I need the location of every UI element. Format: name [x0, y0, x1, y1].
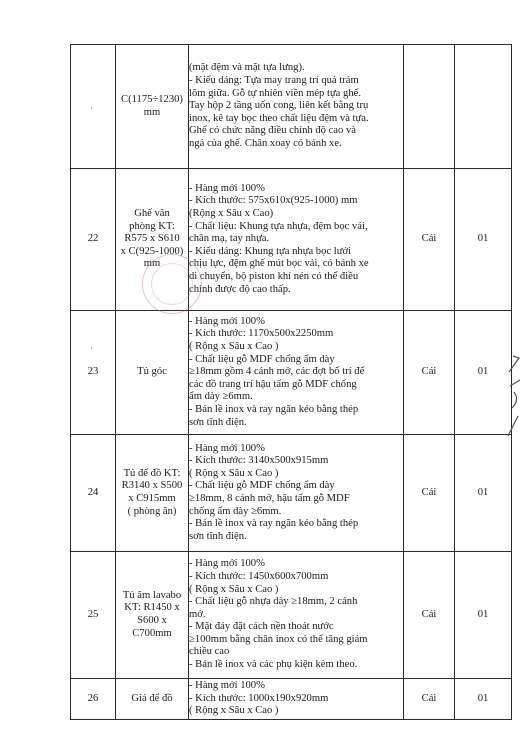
description-line: inox, kê tay bọc theo chất liệu đệm và tựa. — [189, 112, 369, 124]
item-name — [116, 435, 189, 552]
table-body — [71, 45, 512, 720]
item-unit — [404, 45, 455, 169]
item-unit — [404, 552, 455, 679]
item-name-line: mm — [143, 106, 161, 118]
table-row — [71, 45, 512, 169]
table-row — [71, 435, 512, 552]
description-line: - Kích thước: 3140x500x915mm — [189, 455, 329, 467]
margin-mark: · — [90, 103, 93, 113]
item-name-line: x C(925-1000) — [120, 245, 184, 257]
description-line: - Kích thước: 575x610x(925-1000) mm — [189, 195, 358, 207]
quantity-text: 01 — [477, 486, 489, 498]
table-row — [71, 679, 512, 720]
item-name-line: Tủ để đồ KT: — [123, 467, 181, 479]
item-number-text: 22 — [87, 233, 99, 245]
description-line: di chuyển, bộ piston khí nén có thể điều — [189, 270, 359, 282]
item-quantity — [455, 679, 512, 720]
table-row — [71, 169, 512, 311]
item-description — [189, 45, 404, 169]
item-unit — [404, 169, 455, 311]
item-number — [71, 679, 116, 720]
unit-text: Cái — [421, 233, 437, 245]
item-number — [71, 311, 116, 435]
item-quantity — [455, 435, 512, 552]
item-name-line: phòng KT: — [129, 220, 175, 232]
item-name-line: Ghế văn — [134, 208, 170, 220]
unit-text: Cái — [421, 608, 437, 620]
item-quantity — [455, 169, 512, 311]
item-name — [116, 45, 189, 169]
item-unit — [404, 435, 455, 552]
description-line: các đồ trang trí hậu tấm gỗ MDF chống — [189, 378, 357, 390]
item-description — [189, 679, 404, 720]
description-line: mở. — [189, 608, 206, 620]
description-line: ( Rộng x Sâu x Cao ) — [189, 583, 279, 595]
description-line: - Hàng mới 100% — [189, 558, 265, 570]
description-line: - Kiểu dáng: Tựa may trang trí quả trám — [189, 75, 359, 87]
unit-text: Cái — [421, 692, 437, 704]
item-description — [189, 311, 404, 435]
description-line: - Kích thước: 1170x500x2250mm — [189, 328, 334, 340]
quantity-text: 01 — [477, 608, 489, 620]
description-line: - Hàng mới 100% — [189, 442, 265, 454]
description-line: - Bản lề inox và ray ngăn kéo bằng thép — [189, 403, 359, 415]
description-line: - Chất liệu gỗ MDF chống ẩm dày — [189, 353, 335, 365]
description-line: Ghế có chức năng điều chỉnh độ cao và — [189, 125, 356, 137]
description-line: chịu lực, đệm ghế mút bọc vải, có bánh xe — [189, 258, 369, 270]
item-unit — [404, 679, 455, 720]
description-line: - Kích thước: 1000x190x920mm — [189, 692, 329, 704]
description-line: chiều cao — [189, 646, 230, 658]
item-name — [116, 311, 189, 435]
item-name — [116, 679, 189, 720]
item-name-line: C(1175÷1230) — [121, 93, 183, 105]
description-line: ≥18mm gồm 4 cánh mở, các đợt bố trí để — [189, 366, 365, 378]
description-line: - Chất liệu: Khung tựa nhựa, đệm bọc vải, — [189, 220, 368, 232]
item-description — [189, 169, 404, 311]
description-line: - Hàng mới 100% — [189, 315, 265, 327]
description-line: (mặt đệm và mặt tựa lưng). — [189, 62, 305, 74]
description-line: - Hàng mới 100% — [189, 182, 265, 194]
furniture-spec-table — [70, 44, 512, 720]
description-line: - Hàng mới 100% — [189, 680, 265, 692]
description-line: ngả của ghế. Chân xoay có bánh xe. — [189, 137, 342, 149]
margin-mark: · — [90, 343, 93, 353]
item-number-text: 25 — [87, 608, 99, 620]
description-line: ≥100mm bằng chân inox có thể tăng giảm — [189, 633, 368, 645]
initials-mark — [504, 350, 526, 440]
unit-text: Cái — [421, 486, 437, 498]
description-line: lõm giữa. Gỗ tự nhiên viền mép tựa ghế. — [189, 87, 361, 99]
description-line: sơn tĩnh điện. — [189, 530, 247, 542]
item-number — [71, 435, 116, 552]
description-line: chân mạ, tay nhựa. — [189, 233, 270, 245]
item-description — [189, 552, 404, 679]
item-name-line: mm — [143, 258, 161, 270]
item-name-line: R3140 x S500 — [121, 480, 183, 492]
item-name-line: Tủ góc — [137, 366, 167, 378]
faded-stamp — [142, 254, 202, 314]
description-line: ≥18mm, 8 cánh mở, hậu tấm gỗ MDF — [189, 493, 350, 504]
description-line: ( Rộng x Sâu x Cao ) — [189, 705, 279, 717]
description-line: (Rộng x Sâu x Cao) — [189, 208, 274, 220]
item-number-text: 23 — [87, 366, 99, 378]
item-name-line: Tủ âm lavabo — [122, 589, 182, 601]
item-unit — [404, 311, 455, 435]
item-name-line: S600 x — [137, 615, 167, 626]
item-name — [116, 552, 189, 679]
item-name-line: R575 x S610 — [124, 233, 180, 245]
description-line: - Bản lề inox và ray ngăn kéo bằng thép — [189, 518, 359, 530]
item-quantity — [455, 552, 512, 679]
item-quantity — [455, 45, 512, 169]
item-number — [71, 45, 116, 169]
item-name-line: Giá để đồ — [131, 692, 173, 704]
description-line: chống ẩm dày ≥6mm. — [189, 505, 282, 517]
item-number-text: 26 — [87, 692, 99, 704]
item-quantity — [455, 311, 512, 435]
item-name-line: ( phòng ăn) — [127, 505, 177, 517]
item-name-line: x C915mm — [128, 493, 176, 504]
description-line: - Kiểu dáng: Khung tựa nhựa bọc lưới — [189, 245, 351, 257]
description-line: ( Rộng x Sâu x Cao ) — [189, 467, 279, 479]
description-line: Tay hộp 2 tầng uốn cong, liên kết bằng trụ — [189, 100, 369, 112]
item-description — [189, 435, 404, 552]
quantity-text: 01 — [477, 692, 489, 704]
table-row — [71, 311, 512, 435]
description-line: - Chất liệu gỗ nhựa dày ≥18mm, 2 cánh — [189, 596, 358, 608]
description-line: - Bản lề inox và các phụ kiện kèm theo. — [189, 659, 358, 671]
quantity-text: 01 — [477, 233, 489, 245]
item-number — [71, 552, 116, 679]
description-line: ( Rộng x Sâu x Cao ) — [189, 341, 279, 353]
description-line: ẩm dày ≥6mm. — [189, 391, 253, 403]
item-number-text: 24 — [87, 486, 99, 498]
description-line: chỉnh được độ cao thấp. — [189, 283, 291, 295]
table-row — [71, 552, 512, 679]
description-line: - Kích thước: 1450x600x700mm — [189, 570, 329, 582]
item-name-line: C700mm — [132, 627, 172, 639]
quantity-text: 01 — [477, 366, 489, 378]
description-line: - Mặt đáy đặt cách nền thoát nước — [189, 621, 334, 633]
item-name-line: KT: R1450 x — [124, 602, 180, 614]
unit-text: Cái — [421, 366, 437, 378]
description-line: - Chất liệu gỗ MDF chống ẩm dày — [189, 480, 335, 492]
description-line: sơn tĩnh điện. — [189, 416, 247, 428]
item-number — [71, 169, 116, 311]
